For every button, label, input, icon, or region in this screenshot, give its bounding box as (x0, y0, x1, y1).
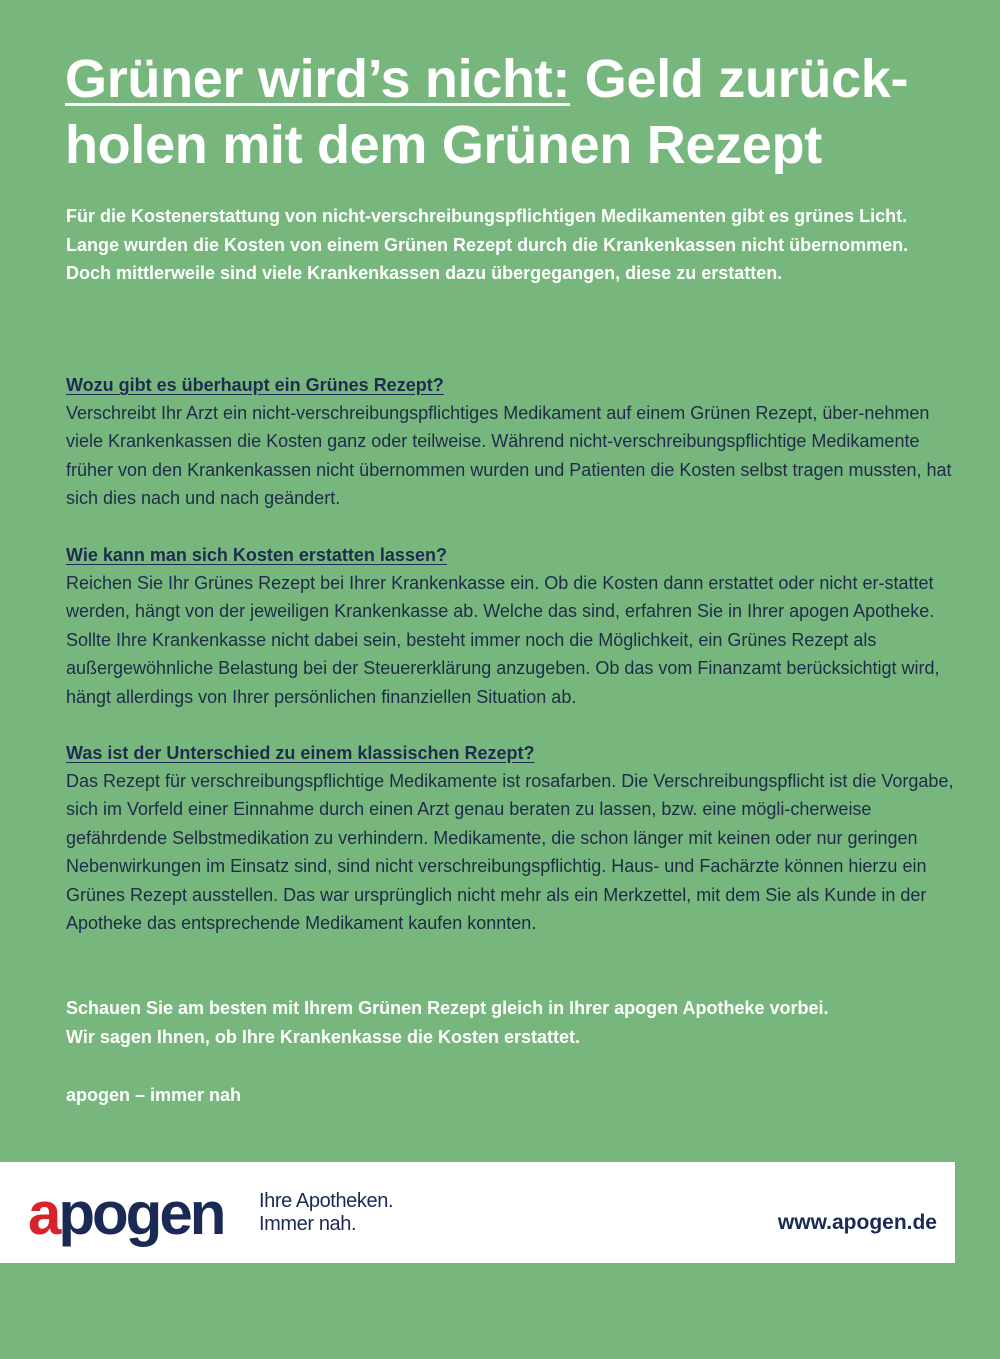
title-line1-rest: Geld zurück- (570, 49, 909, 109)
closing-line-1: Schauen Sie am besten mit Ihrem Grünen Rezept gleich in Ihrer apogen Apotheke vorbei. (66, 998, 829, 1018)
faq-section-difference (66, 739, 956, 937)
website-url: www.apogen.de (777, 1211, 937, 1234)
faq-body: Verschreibt Ihr Arzt ein nicht-verschreibungspflichtiges Medikament auf einem Grünen Rezept, über-nehmen viele Krankenkassen die Kosten ganz oder teilweise. Während nicht-verschreibungspflichtige Medikamente früher von den Krankenkassen nicht übernommen wurden und Patienten die Kosten selbst tragen mussten, hat sich dies nach und nach geändert. (66, 403, 952, 509)
title-line2: holen mit dem Grünen Rezept (65, 115, 822, 175)
faq-heading: Was ist der Unterschied zu einem klassischen Rezept? (66, 743, 535, 763)
intro-paragraph: Für die Kostenerstattung von nicht-verschreibungspflichtigen Medikamenten gibt es grünes Licht. Lange wurden die Kosten von einem Grünen Rezept durch die Krankenkassen nicht übernommen. Doch mittlerweile sind viele Krankenkassen dazu übergegangen, diese zu erstatten. (66, 206, 909, 283)
faq-section-reimbursement (66, 541, 956, 711)
brand-claim (259, 1190, 393, 1236)
closing-paragraph (66, 994, 946, 1051)
faq-body: Reichen Sie Ihr Grünes Rezept bei Ihrer Krankenkasse ein. Ob die Kosten dann erstattet oder nicht er-stattet werden, hängt von der jeweiligen Krankenkasse ab. Welche das sind, erfahren Sie in Ihrer apogen Apotheke. Sollte Ihre Krankenkasse nicht dabei sein, besteht immer noch die Möglichkeit, ein Grünes Rezept als außergewöhnliche Belastung bei der Steuererklärung anzugeben. Ob das vom Finanzamt berücksichtigt wird, hängt allerdings von Ihrer persönlichen finanziellen Situation ab. (66, 573, 940, 707)
faq-heading: Wozu gibt es überhaupt ein Grünes Rezept? (66, 375, 444, 395)
faq-heading: Wie kann man sich Kosten erstatten lassen? (66, 545, 447, 565)
page-title (65, 46, 965, 178)
claim-line-1: Ihre Apotheken. (259, 1190, 394, 1212)
apogen-logo (28, 1180, 224, 1247)
claim-line-2: Immer nah. (259, 1213, 357, 1235)
logo-letter-a: a (28, 1180, 59, 1247)
faq-section-purpose (66, 371, 956, 513)
logo-wordmark-rest: pogen (58, 1180, 224, 1247)
tagline: apogen – immer nah (66, 1085, 242, 1105)
title-underlined-phrase: Grüner wird’s nicht: (65, 49, 571, 109)
footer-bar (0, 1162, 955, 1263)
faq-body: Das Rezept für verschreibungspflichtige Medikamente ist rosafarben. Die Verschreibungspflicht ist die Vorgabe, sich im Vorfeld einer Einnahme durch einen Arzt genau beraten zu lassen, bzw. eine mögli-cherweise gefährdende Selbstmedikation zu verhindern. Medikamente, die schon länger mit keinen oder nur geringen Nebenwirkungen im Einsatz sind, sind nicht verschreibungspflichtig. Haus- und Fachärzte können hierzu ein Grünes Rezept ausstellen. Das war ursprünglich nicht mehr als ein Merkzettel, mit dem Sie als Kunde in der Apotheke das entsprechende Medikament kaufen konnten. (66, 771, 954, 934)
closing-line-2: Wir sagen Ihnen, ob Ihre Krankenkasse die Kosten erstattet. (66, 1026, 580, 1047)
